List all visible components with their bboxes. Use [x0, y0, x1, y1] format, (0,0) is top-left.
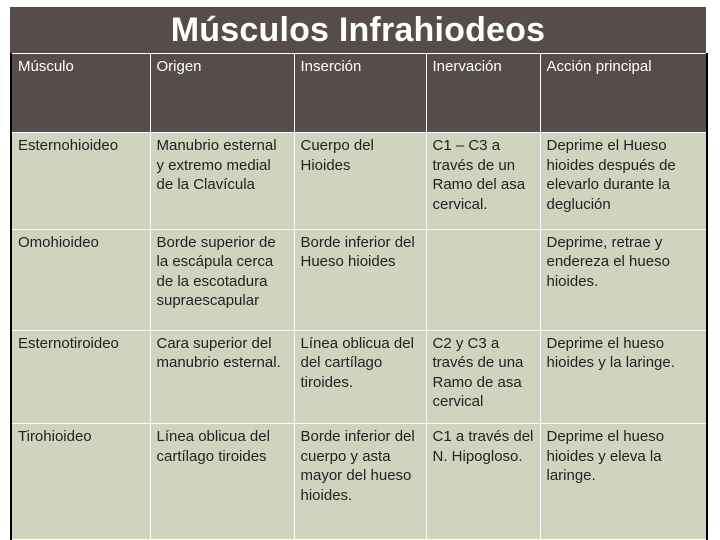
header-accion: Acción principal — [540, 54, 707, 133]
cell-accion: Deprime, retrae y endereza el hueso hioides. — [540, 229, 707, 330]
header-inervacion: Inervación — [426, 54, 540, 133]
cell-accion: Deprime el hueso hioides y la laringe. — [540, 330, 707, 424]
table-header-row — [11, 54, 707, 133]
header-origen: Origen — [150, 54, 294, 133]
table-row — [11, 330, 707, 424]
cell-accion: Deprime el Hueso hioides después de elevarlo durante la deglución — [540, 133, 707, 230]
cell-insercion: Borde inferior del cuerpo y asta mayor del hueso hioides. — [294, 424, 426, 540]
table-row — [11, 229, 707, 330]
cell-origen: Borde superior de la escápula cerca de la escotadura supraescapular — [150, 229, 294, 330]
cell-inervacion: C1 a través del N. Hipogloso. — [426, 424, 540, 540]
muscles-table — [10, 53, 708, 540]
cell-musculo: Omohioideo — [11, 229, 150, 330]
cell-origen: Línea oblicua del cartílago tiroides — [150, 424, 294, 540]
cell-musculo: Esternotiroideo — [11, 330, 150, 424]
cell-insercion: Borde inferior del Hueso hioides — [294, 229, 426, 330]
cell-inervacion — [426, 229, 540, 330]
cell-inervacion: C2 y C3 a través de una Ramo de asa cervical — [426, 330, 540, 424]
table-row — [11, 133, 707, 230]
cell-accion: Deprime el hueso hioides y eleva la laringe. — [540, 424, 707, 540]
cell-insercion: Línea oblicua del del cartílago tiroides. — [294, 330, 426, 424]
cell-musculo: Tirohioideo — [11, 424, 150, 540]
slide-title: Músculos Infrahiodeos — [10, 7, 706, 53]
cell-inervacion: C1 – C3 a través de un Ramo del asa cervical. — [426, 133, 540, 230]
cell-origen: Cara superior del manubrio esternal. — [150, 330, 294, 424]
cell-insercion: Cuerpo del Hioides — [294, 133, 426, 230]
cell-musculo: Esternohioideo — [11, 133, 150, 230]
header-musculo: Músculo — [11, 54, 150, 133]
header-insercion: Inserción — [294, 54, 426, 133]
cell-origen: Manubrio esternal y extremo medial de la Clavícula — [150, 133, 294, 230]
table-row — [11, 424, 707, 540]
